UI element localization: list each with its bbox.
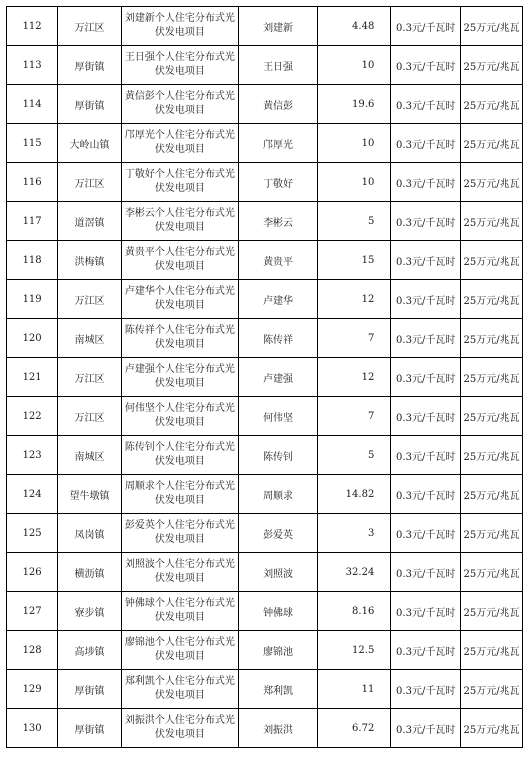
subsidy-cell: 25万元/兆瓦 bbox=[461, 514, 523, 553]
subsidy-cell: 25万元/兆瓦 bbox=[461, 553, 523, 592]
owner-cell: 陈传祥 bbox=[239, 319, 318, 358]
row-number-cell: 119 bbox=[7, 280, 58, 319]
row-number-cell: 112 bbox=[7, 7, 58, 46]
table-row bbox=[7, 670, 523, 709]
project-name-cell: 刘照波个人住宅分布式光伏发电项目 bbox=[121, 553, 238, 592]
town-cell: 大岭山镇 bbox=[58, 124, 121, 163]
electricity-price-cell: 0.3元/千瓦时 bbox=[391, 631, 461, 670]
row-number-cell: 129 bbox=[7, 670, 58, 709]
table-row bbox=[7, 124, 523, 163]
capacity-cell: 10 bbox=[317, 163, 390, 202]
table-row bbox=[7, 631, 523, 670]
row-number-cell: 113 bbox=[7, 46, 58, 85]
electricity-price-cell: 0.3元/千瓦时 bbox=[391, 46, 461, 85]
capacity-cell: 12 bbox=[317, 280, 390, 319]
capacity-cell: 12 bbox=[317, 358, 390, 397]
subsidy-cell: 25万元/兆瓦 bbox=[461, 592, 523, 631]
project-name-cell: 陈传钊个人住宅分布式光伏发电项目 bbox=[121, 436, 238, 475]
capacity-cell: 7 bbox=[317, 319, 390, 358]
project-name-cell: 彭爱英个人住宅分布式光伏发电项目 bbox=[121, 514, 238, 553]
row-number-cell: 118 bbox=[7, 241, 58, 280]
owner-cell: 刘照波 bbox=[239, 553, 318, 592]
subsidy-cell: 25万元/兆瓦 bbox=[461, 319, 523, 358]
capacity-cell: 15 bbox=[317, 241, 390, 280]
table-row bbox=[7, 436, 523, 475]
project-name-cell: 卢建华个人住宅分布式光伏发电项目 bbox=[121, 280, 238, 319]
project-name-cell: 李彬云个人住宅分布式光伏发电项目 bbox=[121, 202, 238, 241]
project-name-cell: 黄贵平个人住宅分布式光伏发电项目 bbox=[121, 241, 238, 280]
capacity-cell: 4.48 bbox=[317, 7, 390, 46]
table-body bbox=[7, 7, 523, 748]
electricity-price-cell: 0.3元/千瓦时 bbox=[391, 553, 461, 592]
capacity-cell: 7 bbox=[317, 397, 390, 436]
town-cell: 万江区 bbox=[58, 280, 121, 319]
subsidy-cell: 25万元/兆瓦 bbox=[461, 241, 523, 280]
project-name-cell: 郑利凯个人住宅分布式光伏发电项目 bbox=[121, 670, 238, 709]
electricity-price-cell: 0.3元/千瓦时 bbox=[391, 592, 461, 631]
owner-cell: 邝厚光 bbox=[239, 124, 318, 163]
row-number-cell: 128 bbox=[7, 631, 58, 670]
electricity-price-cell: 0.3元/千瓦时 bbox=[391, 7, 461, 46]
capacity-cell: 5 bbox=[317, 436, 390, 475]
capacity-cell: 32.24 bbox=[317, 553, 390, 592]
subsidy-cell: 25万元/兆瓦 bbox=[461, 124, 523, 163]
project-name-cell: 丁敬好个人住宅分布式光伏发电项目 bbox=[121, 163, 238, 202]
capacity-cell: 10 bbox=[317, 46, 390, 85]
project-name-cell: 王日强个人住宅分布式光伏发电项目 bbox=[121, 46, 238, 85]
table-row bbox=[7, 85, 523, 124]
row-number-cell: 130 bbox=[7, 709, 58, 748]
project-name-cell: 刘振洪个人住宅分布式光伏发电项目 bbox=[121, 709, 238, 748]
row-number-cell: 126 bbox=[7, 553, 58, 592]
subsidy-cell: 25万元/兆瓦 bbox=[461, 631, 523, 670]
table-row bbox=[7, 319, 523, 358]
town-cell: 厚街镇 bbox=[58, 709, 121, 748]
capacity-cell: 19.6 bbox=[317, 85, 390, 124]
project-name-cell: 钟佛球个人住宅分布式光伏发电项目 bbox=[121, 592, 238, 631]
subsidy-cell: 25万元/兆瓦 bbox=[461, 7, 523, 46]
subsidy-cell: 25万元/兆瓦 bbox=[461, 202, 523, 241]
project-name-cell: 何伟坚个人住宅分布式光伏发电项目 bbox=[121, 397, 238, 436]
owner-cell: 王日强 bbox=[239, 46, 318, 85]
electricity-price-cell: 0.3元/千瓦时 bbox=[391, 670, 461, 709]
capacity-cell: 3 bbox=[317, 514, 390, 553]
owner-cell: 刘建新 bbox=[239, 7, 318, 46]
electricity-price-cell: 0.3元/千瓦时 bbox=[391, 436, 461, 475]
project-name-cell: 廖锦池个人住宅分布式光伏发电项目 bbox=[121, 631, 238, 670]
row-number-cell: 125 bbox=[7, 514, 58, 553]
owner-cell: 周顺求 bbox=[239, 475, 318, 514]
subsidy-cell: 25万元/兆瓦 bbox=[461, 397, 523, 436]
table-row bbox=[7, 553, 523, 592]
town-cell: 望牛墩镇 bbox=[58, 475, 121, 514]
town-cell: 凤岗镇 bbox=[58, 514, 121, 553]
table-row bbox=[7, 163, 523, 202]
electricity-price-cell: 0.3元/千瓦时 bbox=[391, 241, 461, 280]
electricity-price-cell: 0.3元/千瓦时 bbox=[391, 280, 461, 319]
table-row bbox=[7, 46, 523, 85]
electricity-price-cell: 0.3元/千瓦时 bbox=[391, 202, 461, 241]
subsidy-cell: 25万元/兆瓦 bbox=[461, 280, 523, 319]
table-row bbox=[7, 280, 523, 319]
town-cell: 洪梅镇 bbox=[58, 241, 121, 280]
subsidy-cell: 25万元/兆瓦 bbox=[461, 709, 523, 748]
row-number-cell: 117 bbox=[7, 202, 58, 241]
owner-cell: 黄信彭 bbox=[239, 85, 318, 124]
owner-cell: 丁敬好 bbox=[239, 163, 318, 202]
project-table bbox=[6, 6, 523, 748]
capacity-cell: 8.16 bbox=[317, 592, 390, 631]
project-name-cell: 陈传祥个人住宅分布式光伏发电项目 bbox=[121, 319, 238, 358]
capacity-cell: 14.82 bbox=[317, 475, 390, 514]
subsidy-cell: 25万元/兆瓦 bbox=[461, 85, 523, 124]
subsidy-cell: 25万元/兆瓦 bbox=[461, 358, 523, 397]
row-number-cell: 120 bbox=[7, 319, 58, 358]
table-row bbox=[7, 241, 523, 280]
subsidy-cell: 25万元/兆瓦 bbox=[461, 436, 523, 475]
owner-cell: 钟佛球 bbox=[239, 592, 318, 631]
table-row bbox=[7, 709, 523, 748]
town-cell: 寮步镇 bbox=[58, 592, 121, 631]
owner-cell: 刘振洪 bbox=[239, 709, 318, 748]
table-row bbox=[7, 397, 523, 436]
subsidy-cell: 25万元/兆瓦 bbox=[461, 46, 523, 85]
capacity-cell: 11 bbox=[317, 670, 390, 709]
owner-cell: 李彬云 bbox=[239, 202, 318, 241]
table-row bbox=[7, 475, 523, 514]
electricity-price-cell: 0.3元/千瓦时 bbox=[391, 163, 461, 202]
town-cell: 高埗镇 bbox=[58, 631, 121, 670]
electricity-price-cell: 0.3元/千瓦时 bbox=[391, 709, 461, 748]
capacity-cell: 12.5 bbox=[317, 631, 390, 670]
owner-cell: 何伟坚 bbox=[239, 397, 318, 436]
town-cell: 南城区 bbox=[58, 319, 121, 358]
project-name-cell: 刘建新个人住宅分布式光伏发电项目 bbox=[121, 7, 238, 46]
row-number-cell: 123 bbox=[7, 436, 58, 475]
table-row bbox=[7, 202, 523, 241]
project-name-cell: 黄信彭个人住宅分布式光伏发电项目 bbox=[121, 85, 238, 124]
town-cell: 道滘镇 bbox=[58, 202, 121, 241]
electricity-price-cell: 0.3元/千瓦时 bbox=[391, 475, 461, 514]
owner-cell: 彭爱英 bbox=[239, 514, 318, 553]
table-row bbox=[7, 514, 523, 553]
table-row bbox=[7, 592, 523, 631]
town-cell: 南城区 bbox=[58, 436, 121, 475]
owner-cell: 卢建强 bbox=[239, 358, 318, 397]
row-number-cell: 122 bbox=[7, 397, 58, 436]
owner-cell: 廖锦池 bbox=[239, 631, 318, 670]
owner-cell: 卢建华 bbox=[239, 280, 318, 319]
electricity-price-cell: 0.3元/千瓦时 bbox=[391, 319, 461, 358]
electricity-price-cell: 0.3元/千瓦时 bbox=[391, 514, 461, 553]
electricity-price-cell: 0.3元/千瓦时 bbox=[391, 397, 461, 436]
town-cell: 横沥镇 bbox=[58, 553, 121, 592]
table-row bbox=[7, 7, 523, 46]
row-number-cell: 127 bbox=[7, 592, 58, 631]
owner-cell: 陈传钊 bbox=[239, 436, 318, 475]
owner-cell: 黄贵平 bbox=[239, 241, 318, 280]
row-number-cell: 124 bbox=[7, 475, 58, 514]
capacity-cell: 6.72 bbox=[317, 709, 390, 748]
capacity-cell: 5 bbox=[317, 202, 390, 241]
town-cell: 万江区 bbox=[58, 397, 121, 436]
row-number-cell: 115 bbox=[7, 124, 58, 163]
town-cell: 万江区 bbox=[58, 7, 121, 46]
town-cell: 万江区 bbox=[58, 358, 121, 397]
town-cell: 厚街镇 bbox=[58, 85, 121, 124]
project-name-cell: 卢建强个人住宅分布式光伏发电项目 bbox=[121, 358, 238, 397]
electricity-price-cell: 0.3元/千瓦时 bbox=[391, 358, 461, 397]
electricity-price-cell: 0.3元/千瓦时 bbox=[391, 124, 461, 163]
table-row bbox=[7, 358, 523, 397]
owner-cell: 郑利凯 bbox=[239, 670, 318, 709]
electricity-price-cell: 0.3元/千瓦时 bbox=[391, 85, 461, 124]
town-cell: 万江区 bbox=[58, 163, 121, 202]
row-number-cell: 121 bbox=[7, 358, 58, 397]
subsidy-cell: 25万元/兆瓦 bbox=[461, 163, 523, 202]
town-cell: 厚街镇 bbox=[58, 670, 121, 709]
town-cell: 厚街镇 bbox=[58, 46, 121, 85]
capacity-cell: 10 bbox=[317, 124, 390, 163]
project-name-cell: 周顺求个人住宅分布式光伏发电项目 bbox=[121, 475, 238, 514]
subsidy-cell: 25万元/兆瓦 bbox=[461, 670, 523, 709]
row-number-cell: 116 bbox=[7, 163, 58, 202]
row-number-cell: 114 bbox=[7, 85, 58, 124]
project-name-cell: 邝厚光个人住宅分布式光伏发电项目 bbox=[121, 124, 238, 163]
subsidy-cell: 25万元/兆瓦 bbox=[461, 475, 523, 514]
